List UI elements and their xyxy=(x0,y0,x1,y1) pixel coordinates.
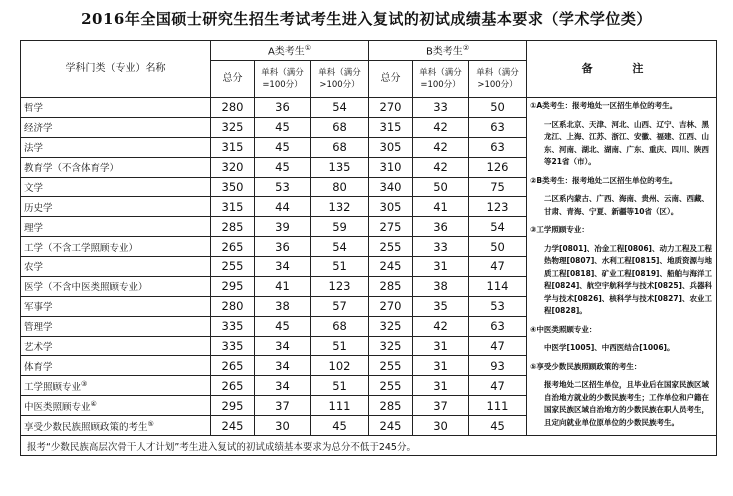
row-b-single-100: 30 xyxy=(413,416,469,436)
footer-row xyxy=(21,436,717,456)
row-b-single-over100: 54 xyxy=(469,217,527,237)
row-a-total: 335 xyxy=(211,316,255,336)
row-b-single-over100: 75 xyxy=(469,177,527,197)
header-a-single-over100: 单科（满分>100分） xyxy=(311,61,369,98)
page-title: 2016年全国硕士研究生招生考试考生进入复试的初试成绩基本要求（学术学位类） xyxy=(81,10,652,28)
row-a-single-over100: 57 xyxy=(311,296,369,316)
header-group-b: B类考生② xyxy=(369,41,527,61)
row-b-single-over100: 47 xyxy=(469,336,527,356)
row-category-name: 教育学（不含体育学） xyxy=(21,157,211,177)
row-b-single-over100: 111 xyxy=(469,396,527,416)
row-a-total: 295 xyxy=(211,396,255,416)
row-a-total: 280 xyxy=(211,98,255,118)
row-b-total: 275 xyxy=(369,217,413,237)
row-b-total: 270 xyxy=(369,98,413,118)
row-a-single-over100: 51 xyxy=(311,376,369,396)
row-b-single-over100: 93 xyxy=(469,356,527,376)
row-b-single-100: 41 xyxy=(413,197,469,217)
row-category-name: 工学照顾专业③ xyxy=(21,376,211,396)
row-b-total: 245 xyxy=(369,416,413,436)
note-paragraph: 中医学[1005]、中西医结合[1006]。 xyxy=(544,343,675,352)
row-b-total: 325 xyxy=(369,316,413,336)
row-a-single-over100: 80 xyxy=(311,177,369,197)
row-a-single-over100: 123 xyxy=(311,276,369,296)
row-b-single-over100: 53 xyxy=(469,296,527,316)
row-a-total: 280 xyxy=(211,296,255,316)
header-a-total: 总分 xyxy=(211,61,255,98)
note-paragraph: ②B类考生：报考地处二区招生单位的考生。 xyxy=(530,175,678,185)
note-paragraph: ⑤享受少数民族照顾政策的考生： xyxy=(530,361,642,371)
row-a-single-100: 45 xyxy=(255,157,311,177)
row-a-total: 315 xyxy=(211,137,255,157)
row-a-single-over100: 45 xyxy=(311,416,369,436)
row-b-total: 310 xyxy=(369,157,413,177)
header-a-single-100: 单科（满分=100分） xyxy=(255,61,311,98)
row-category-name: 历史学 xyxy=(21,197,211,217)
row-b-single-100: 35 xyxy=(413,296,469,316)
row-b-single-over100: 63 xyxy=(469,316,527,336)
row-b-total: 255 xyxy=(369,237,413,257)
row-a-total: 320 xyxy=(211,157,255,177)
row-a-single-over100: 111 xyxy=(311,396,369,416)
row-a-single-over100: 54 xyxy=(311,98,369,118)
row-category-name: 军事学 xyxy=(21,296,211,316)
row-b-single-100: 50 xyxy=(413,177,469,197)
row-a-single-100: 45 xyxy=(255,137,311,157)
row-b-single-over100: 126 xyxy=(469,157,527,177)
header-category: 学科门类（专业）名称 xyxy=(21,41,211,98)
header-group-a: A类考生① xyxy=(211,41,369,61)
row-a-single-100: 34 xyxy=(255,336,311,356)
row-b-single-100: 31 xyxy=(413,257,469,277)
note-paragraph: ③工学照顾专业： xyxy=(530,225,589,234)
note-paragraph: 力学[0801]、冶金工程[0806]、动力工程及工程热物理[0807]、水利工程[0815]、地质资源与地质工程[0818]、矿业工程[0819]、船舶与海洋工程[0824]、航空宇航科学与技术[0825]、兵器科学与技术[0826]、核科学与技术[0827]、农业工程[0828]。 xyxy=(544,243,712,315)
row-a-single-100: 34 xyxy=(255,356,311,376)
row-category-name: 管理学 xyxy=(21,316,211,336)
row-category-name: 医学（不含中医类照顾专业） xyxy=(21,276,211,296)
row-a-single-100: 39 xyxy=(255,217,311,237)
row-a-single-over100: 59 xyxy=(311,217,369,237)
row-b-single-100: 37 xyxy=(413,396,469,416)
row-category-name: 体育学 xyxy=(21,356,211,376)
row-a-total: 265 xyxy=(211,376,255,396)
row-b-single-over100: 123 xyxy=(469,197,527,217)
row-category-name: 工学（不含工学照顾专业） xyxy=(21,237,211,257)
footer-note: 报考“少数民族高层次骨干人才计划”考生进入复试的初试成绩基本要求为总分不低于245分。 xyxy=(21,436,717,456)
row-a-single-100: 45 xyxy=(255,316,311,336)
row-a-single-100: 36 xyxy=(255,98,311,118)
row-b-single-over100: 45 xyxy=(469,416,527,436)
row-category-name: 农学 xyxy=(21,257,211,277)
row-b-single-100: 31 xyxy=(413,356,469,376)
row-category-name: 艺术学 xyxy=(21,336,211,356)
row-a-single-100: 34 xyxy=(255,257,311,277)
header-b-total: 总分 xyxy=(369,61,413,98)
row-b-total: 245 xyxy=(369,257,413,277)
row-a-single-over100: 51 xyxy=(311,336,369,356)
row-a-single-over100: 54 xyxy=(311,237,369,257)
header-b-single-over100: 单科（满分>100分） xyxy=(469,61,527,98)
row-b-single-100: 42 xyxy=(413,137,469,157)
row-a-single-over100: 68 xyxy=(311,316,369,336)
row-b-total: 325 xyxy=(369,336,413,356)
row-a-total: 315 xyxy=(211,197,255,217)
row-b-total: 315 xyxy=(369,117,413,137)
row-b-total: 255 xyxy=(369,376,413,396)
row-a-single-over100: 135 xyxy=(311,157,369,177)
row-a-single-100: 37 xyxy=(255,396,311,416)
row-category-name: 享受少数民族照顾政策的考生⑤ xyxy=(21,416,211,436)
note-paragraph: 一区系北京、天津、河北、山西、辽宁、吉林、黑龙江、上海、江苏、浙江、安徽、福建、江西、山东、河南、湖北、湖南、广东、重庆、四川、陕西等21省（市）。 xyxy=(544,119,710,166)
row-b-single-over100: 114 xyxy=(469,276,527,296)
row-b-single-over100: 50 xyxy=(469,98,527,118)
row-category-name: 法学 xyxy=(21,137,211,157)
row-b-single-100: 36 xyxy=(413,217,469,237)
row-b-single-100: 31 xyxy=(413,336,469,356)
row-b-total: 285 xyxy=(369,276,413,296)
row-a-total: 285 xyxy=(211,217,255,237)
row-b-single-over100: 47 xyxy=(469,376,527,396)
row-b-single-100: 38 xyxy=(413,276,469,296)
row-a-single-over100: 68 xyxy=(311,117,369,137)
row-b-total: 340 xyxy=(369,177,413,197)
row-a-total: 325 xyxy=(211,117,255,137)
row-a-single-over100: 132 xyxy=(311,197,369,217)
row-a-single-100: 30 xyxy=(255,416,311,436)
row-b-single-over100: 47 xyxy=(469,257,527,277)
row-b-single-100: 33 xyxy=(413,98,469,118)
row-a-single-100: 41 xyxy=(255,276,311,296)
row-b-total: 255 xyxy=(369,356,413,376)
row-b-total: 305 xyxy=(369,137,413,157)
row-a-total: 265 xyxy=(211,237,255,257)
row-b-single-over100: 63 xyxy=(469,137,527,157)
row-a-total: 350 xyxy=(211,177,255,197)
row-a-total: 245 xyxy=(211,416,255,436)
row-a-total: 255 xyxy=(211,257,255,277)
row-a-total: 335 xyxy=(211,336,255,356)
row-b-single-over100: 63 xyxy=(469,117,527,137)
row-b-single-100: 42 xyxy=(413,316,469,336)
table-row xyxy=(21,98,717,118)
row-a-single-over100: 68 xyxy=(311,137,369,157)
row-a-single-100: 36 xyxy=(255,237,311,257)
row-a-single-100: 44 xyxy=(255,197,311,217)
header-notes: 备 注 xyxy=(527,41,717,98)
row-b-single-100: 42 xyxy=(413,117,469,137)
notes-cell xyxy=(527,98,717,436)
row-a-single-over100: 51 xyxy=(311,257,369,277)
row-category-name: 中医类照顾专业④ xyxy=(21,396,211,416)
row-b-total: 285 xyxy=(369,396,413,416)
row-a-single-over100: 102 xyxy=(311,356,369,376)
row-b-single-100: 31 xyxy=(413,376,469,396)
header-b-single-100: 单科（满分=100分） xyxy=(413,61,469,98)
score-requirements-table xyxy=(20,40,717,456)
row-a-single-100: 38 xyxy=(255,296,311,316)
row-category-name: 经济学 xyxy=(21,117,211,137)
row-a-single-100: 45 xyxy=(255,117,311,137)
row-b-total: 270 xyxy=(369,296,413,316)
row-category-name: 理学 xyxy=(21,217,211,237)
row-category-name: 哲学 xyxy=(21,98,211,118)
row-b-single-over100: 50 xyxy=(469,237,527,257)
row-category-name: 文学 xyxy=(21,177,211,197)
note-paragraph: ④中医类照顾专业： xyxy=(530,324,597,334)
row-b-single-100: 42 xyxy=(413,157,469,177)
note-paragraph: 报考地处二区招生单位，且毕业后在国家民族区域自治地方就业的少数民族考生；工作单位和户籍在国家民族区域自治地方的少数民族在职人员考生，且定向就业单位原单位的少数民族考生。 xyxy=(544,380,710,427)
row-a-single-100: 34 xyxy=(255,376,311,396)
row-a-total: 295 xyxy=(211,276,255,296)
row-a-single-100: 53 xyxy=(255,177,311,197)
note-paragraph: ①A类考生：报考地处一区招生单位的考生。 xyxy=(530,101,678,110)
row-b-single-100: 33 xyxy=(413,237,469,257)
note-paragraph: 二区系内蒙古、广西、海南、贵州、云南、西藏、甘肃、青海、宁夏、新疆等10省（区）。 xyxy=(544,194,710,216)
row-b-total: 305 xyxy=(369,197,413,217)
row-a-total: 265 xyxy=(211,356,255,376)
